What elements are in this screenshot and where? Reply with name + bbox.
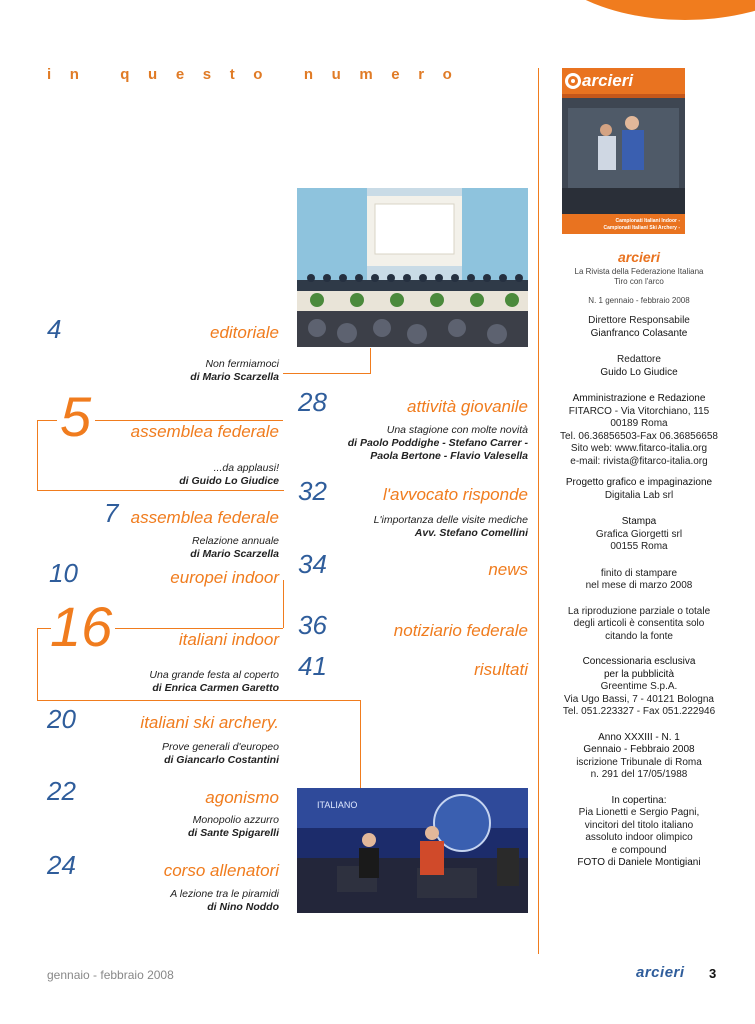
director-label: Direttore Responsabile xyxy=(588,315,690,326)
toc-desc-agonismo xyxy=(188,814,279,840)
toc-author: di Giancarlo Costantini xyxy=(164,754,279,766)
toc-title-europei[interactable]: europei indoor xyxy=(170,568,279,587)
cover-masthead: arcieri xyxy=(582,71,634,90)
toc-author: Avv. Stefano Comellini xyxy=(414,527,528,539)
bracket-5-right xyxy=(95,420,283,421)
banner-text: ITALIANO xyxy=(317,800,358,810)
toc-title-giovanile[interactable]: attività giovanile xyxy=(407,397,528,416)
repro-line-2: degli articoli è consentita solo xyxy=(573,618,705,629)
editor-name: Guido Lo Giudice xyxy=(600,366,678,378)
toc-title-avvocato[interactable]: l'avvocato risponde xyxy=(383,485,528,504)
column-divider xyxy=(538,68,539,954)
footer-date: gennaio - febbraio 2008 xyxy=(47,968,174,982)
bracket-16-mid xyxy=(283,580,284,628)
toc-subtitle: Monopolio azzurro xyxy=(192,814,279,826)
print-line-2: 00155 Roma xyxy=(610,541,668,552)
toc-number-24: 24 xyxy=(47,850,76,880)
indoor-illustration xyxy=(297,788,528,913)
toc-number-20: 20 xyxy=(47,704,76,734)
toc-subtitle: Prove generali d'europeo xyxy=(161,741,279,753)
toc-subtitle: Relazione annuale xyxy=(192,535,279,547)
colophon-tagline-2: Tiro con l'arco xyxy=(614,277,664,286)
ads-line-1: Greentime S.p.A. xyxy=(600,681,678,692)
bracket-16-bottom xyxy=(37,700,360,701)
director-name: Gianfranco Colasante xyxy=(590,327,688,339)
repro-line-3: citando la fonte xyxy=(605,630,673,642)
finished-line-1: finito di stampare xyxy=(600,567,678,579)
design-label: Progetto grafico e impaginazione xyxy=(565,477,713,488)
toc-title-news[interactable]: news xyxy=(488,560,528,579)
bracket-16-down xyxy=(360,700,361,788)
repro-line-1: La riproduzione parziale o totale xyxy=(567,605,711,617)
ads-label-1: Concessionaria esclusiva xyxy=(582,656,696,667)
cover-credit-3: assoluto indoor olimpico xyxy=(585,832,693,843)
assembly-illustration xyxy=(297,188,528,347)
toc-number-32: 32 xyxy=(298,476,327,506)
toc-number-7: 7 xyxy=(104,498,119,528)
toc-title-notiziario[interactable]: notiziario federale xyxy=(393,621,528,640)
cover-credit-5: FOTO di Daniele Montigiani xyxy=(577,857,701,868)
admin-label: Amministrazione e Redazione xyxy=(572,393,706,404)
toc-number-16: 16 xyxy=(50,595,113,658)
cover-credit-4: e compound xyxy=(611,844,667,856)
toc-author-2: Paola Bertone - Flavio Valesella xyxy=(370,450,528,462)
toc-desc-editoriale xyxy=(190,358,279,384)
toc-number-41: 41 xyxy=(298,651,327,681)
year-line-4: n. 291 del 17/05/1988 xyxy=(590,769,688,780)
print-line-1: Grafica Giorgetti srl xyxy=(595,528,683,540)
toc-author: di Enrica Carmen Garetto xyxy=(152,682,279,694)
toc-number-5: 5 xyxy=(60,385,92,448)
toc-number-22: 22 xyxy=(47,776,76,806)
toc-author: di Mario Scarzella xyxy=(190,548,279,560)
design-name: Digitalia Lab srl xyxy=(604,489,674,501)
ads-label-2: per la pubblicità xyxy=(603,668,675,680)
toc-title-editoriale[interactable]: editoriale xyxy=(210,323,279,342)
bracket-28-top xyxy=(283,373,371,374)
toc-number-36: 36 xyxy=(298,610,327,640)
toc-subtitle: ...da applausi! xyxy=(213,462,279,474)
bracket-5-top xyxy=(37,420,57,421)
toc-number-28: 28 xyxy=(298,387,327,417)
toc-title-assemblea[interactable]: assemblea federale xyxy=(130,422,279,441)
year-line-3: iscrizione Tribunale di Roma xyxy=(576,756,702,768)
bracket-28 xyxy=(283,348,371,374)
footer-brand: arcieri xyxy=(636,964,685,981)
photo-assemblea xyxy=(297,188,528,347)
toc-number-4: 4 xyxy=(47,314,62,344)
admin-line-5: e-mail: rivista@fitarco-italia.org xyxy=(570,455,708,467)
toc-title-allenatori[interactable]: corso allenatori xyxy=(163,861,279,880)
corner-decoration xyxy=(535,0,755,20)
toc-subtitle: Una grande festa al coperto xyxy=(149,669,279,681)
toc-author: di Sante Spigarelli xyxy=(187,827,279,839)
cover-caption-1: Campionati Italiani Indoor - xyxy=(615,218,680,224)
toc-subtitle: L'importanza delle visite mediche xyxy=(373,514,528,526)
ads-line-2: Via Ugo Bassi, 7 - 40121 Bologna xyxy=(564,693,714,705)
toc-author: di Nino Noddo xyxy=(207,901,279,913)
toc-title-assemblea-2[interactable]: assemblea federale xyxy=(130,508,279,527)
ads-line-3: Tel. 051.223327 - Fax 051.222946 xyxy=(562,706,716,717)
bracket-16 xyxy=(37,628,38,701)
toc-author: di Mario Scarzella xyxy=(190,371,279,383)
colophon-brand: arcieri xyxy=(617,249,661,265)
cover-credit-label: In copertina: xyxy=(611,794,667,806)
toc-title-risultati[interactable]: risultati xyxy=(474,660,528,679)
editor-label: Redattore xyxy=(617,354,661,365)
toc-subtitle: A lezione tra le piramidi xyxy=(170,888,279,900)
year-line-2: Gennaio - Febbraio 2008 xyxy=(583,744,695,755)
colophon xyxy=(544,249,734,870)
colophon-tagline-1: La Rivista della Federazione Italiana xyxy=(574,267,704,276)
cover-illustration xyxy=(562,68,685,234)
admin-line-2: 00189 Roma xyxy=(610,418,668,429)
toc-subtitle: Non fermiamoci xyxy=(205,358,279,370)
admin-line-3: Tel. 06.36856503-Fax 06.36856658 xyxy=(560,430,718,442)
toc-desc-giovanile xyxy=(348,424,528,463)
print-label: Stampa xyxy=(621,516,657,527)
finished-line-2: nel mese di marzo 2008 xyxy=(585,580,693,591)
admin-line-4: Sito web: www.fitarco-italia.org xyxy=(570,443,708,454)
toc-number-10: 10 xyxy=(49,558,78,588)
toc-title-agonismo[interactable]: agonismo xyxy=(205,788,279,807)
toc-title-skiarchery[interactable]: italiani ski archery. xyxy=(140,713,279,732)
toc-desc-skiarchery xyxy=(162,741,279,767)
year-line-1: Anno XXXIII - N. 1 xyxy=(598,731,680,743)
toc-number-34: 34 xyxy=(298,549,327,579)
toc-author: di Paolo Poddighe - Stefano Carrer - xyxy=(347,437,528,449)
toc-desc-assemblea-2 xyxy=(190,535,279,561)
toc-author: di Guido Lo Giudice xyxy=(179,475,279,487)
page-number: 3 xyxy=(709,966,717,981)
magazine-cover[interactable] xyxy=(562,68,685,234)
admin-line-1: FITARCO - Via Vitorchiano, 115 xyxy=(568,405,710,417)
photo-italiani-indoor xyxy=(297,788,528,913)
toc-desc-avvocato xyxy=(374,514,528,540)
cover-credit-2: vincitori del titolo italiano xyxy=(584,819,694,831)
toc-subtitle: Una stagione con molte novità xyxy=(386,424,528,436)
cover-credit-1: Pia Lionetti e Sergio Pagni, xyxy=(578,807,700,818)
colophon-issue: N. 1 gennaio - febbraio 2008 xyxy=(588,296,690,305)
cover-caption-2: Campionati Italiani Ski Archery - xyxy=(603,225,680,231)
toc-desc-italiani xyxy=(149,669,279,695)
toc-desc-assemblea xyxy=(179,462,279,488)
toc-desc-allenatori xyxy=(170,888,279,914)
bracket-16-right xyxy=(115,628,283,629)
page-heading: in questo numero xyxy=(47,66,471,83)
toc-title-italiani[interactable]: italiani indoor xyxy=(178,630,279,649)
bracket-16-top xyxy=(37,628,51,629)
